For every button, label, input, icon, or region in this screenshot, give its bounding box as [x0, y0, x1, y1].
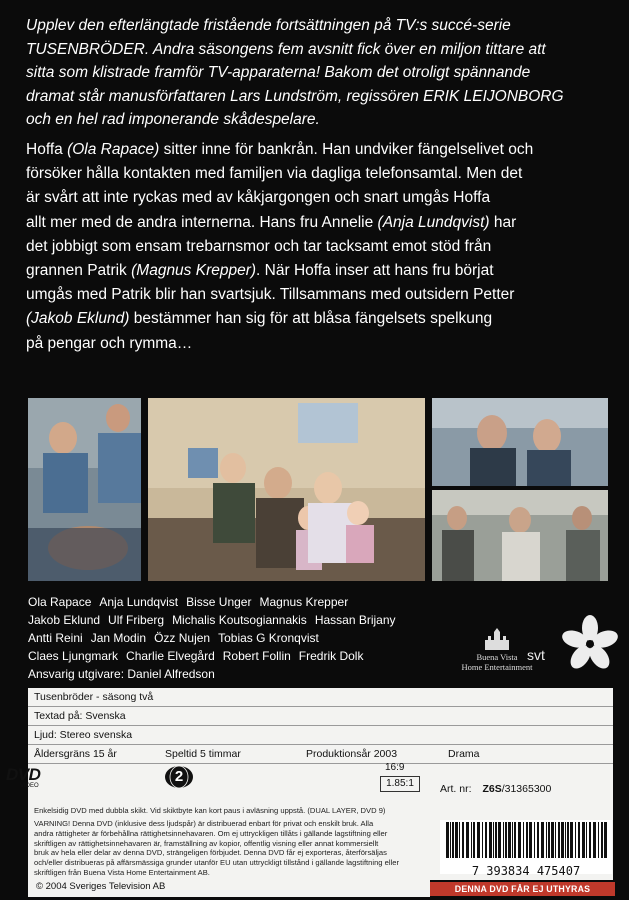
cast-row	[28, 611, 478, 629]
barcode-bar	[555, 822, 556, 858]
intro-text	[26, 14, 616, 132]
cast-name: Magnus Krepper	[259, 595, 349, 609]
audio-text: Ljud: Stereo svenska	[34, 729, 133, 741]
cast-row	[28, 647, 478, 665]
cast-name: Michalis Koutsogiannakis	[172, 613, 307, 627]
barcode	[440, 820, 612, 878]
intro-line: TUSENBRÖDER. Andra säsongens fem avsnitt fick över en miljon tittare att	[26, 40, 546, 58]
producer-credit: Ansvarig utgivare: Daniel Alfredson	[28, 667, 215, 681]
cast-name: Anja Lundqvist	[99, 595, 179, 609]
aspect-16-9: 16:9	[385, 762, 405, 773]
synopsis-line	[26, 211, 616, 235]
barcode-bar	[537, 822, 539, 858]
barcode-bar	[452, 822, 454, 858]
cast-name: Jakob Eklund	[28, 613, 101, 627]
info-row-subtitles	[28, 707, 613, 726]
barcode-bar	[586, 822, 587, 858]
genre: Drama	[448, 748, 480, 760]
barcode-bar	[508, 822, 511, 858]
actor-name: (Magnus Krepper)	[131, 262, 257, 280]
barcode-bar	[570, 822, 573, 858]
barcode-bar	[541, 822, 544, 858]
warning-line: andra rättigheter är förbehållna rättighetsinnehavaren. Om ej uttryckligen tillåts i gällande lagstiftning eller	[34, 828, 388, 838]
barcode-bar	[446, 822, 449, 858]
synopsis-line: det jobbigt som ensam trebarnsmor och tar tacksamt emot stöd från	[26, 237, 492, 255]
barcode-bar	[601, 822, 603, 858]
barcode-bar	[548, 822, 550, 858]
barcode-bar	[512, 822, 513, 858]
text-span: . När Hoffa inser att hans fru börjat	[256, 262, 494, 280]
actor-name: (Jakob Eklund)	[26, 310, 130, 328]
intro-line: och en hel rad imponerande skådespelare.	[26, 111, 320, 128]
barcode-bar	[495, 822, 497, 858]
warning-line: skriftligen från Buena Vista Home Entertainment AB.	[34, 867, 210, 877]
barcode-bar	[518, 822, 521, 858]
subtitles-text: Textad på: Svenska	[34, 710, 126, 722]
info-row-title	[28, 688, 613, 707]
cast-row	[28, 629, 478, 647]
barcode-bar	[589, 822, 591, 858]
actor-name: (Ola Rapace)	[67, 141, 160, 158]
barcode-bar	[523, 822, 524, 858]
synopsis-line: umgås med Patrik blir han svartsjuk. Tillsammans med outsidern Petter	[26, 286, 515, 304]
barcode-bar	[578, 822, 580, 858]
barcode-bar	[575, 822, 576, 858]
barcode-bar	[534, 822, 535, 858]
barcode-bar	[450, 822, 451, 858]
barcode-bar	[459, 822, 460, 858]
barcode-bar	[482, 822, 483, 858]
dvd-sub-text: VIDEO	[20, 783, 39, 789]
barcode-bar	[498, 822, 501, 858]
cast-row	[28, 593, 478, 611]
cast-name: Özz Nujen	[154, 631, 211, 645]
barcode-bars	[440, 820, 612, 860]
text-span: har	[489, 213, 517, 231]
barcode-bar	[593, 822, 596, 858]
barcode-bar	[489, 822, 492, 858]
info-row-specs	[28, 745, 613, 764]
cast-name: Tobias G Kronqvist	[218, 631, 319, 645]
cast-list	[28, 593, 478, 683]
cast-name: Robert Follin	[222, 649, 291, 663]
barcode-bar	[493, 822, 494, 858]
photo-inmates	[432, 490, 608, 581]
barcode-bar	[455, 822, 458, 858]
title-text: Tusenbröder - säsong två	[34, 691, 154, 703]
barcode-bar	[505, 822, 507, 858]
warning-line: bruk av hela eller delar av denna DVD, strängeligen förbjudet. Denna DVD får ej exporteras, återförsäljas	[34, 848, 387, 858]
synopsis-line: försöker hålla kontakten med familjen via dagliga telefonsamtal. Men det	[26, 165, 523, 183]
rental-warning: DENNA DVD FÅR EJ UTHYRAS	[430, 882, 615, 896]
photo-two-men	[432, 398, 608, 486]
barcode-bar	[598, 822, 599, 858]
text-span: sitter inne för bankrån. Han undviker fängelselivet och	[159, 141, 534, 158]
barcode-bar	[462, 822, 464, 858]
barcode-bar	[558, 822, 560, 858]
barcode-bar	[529, 822, 532, 858]
svt-wordmark: svt	[527, 647, 545, 663]
barcode-bar	[473, 822, 475, 858]
cast-name: Bisse Unger	[186, 595, 252, 609]
bv-line1: Buena Vista	[476, 652, 518, 662]
info-row-audio	[28, 726, 613, 745]
dvd-text: DVD	[6, 765, 41, 784]
aspect-ratio: 1.85:1	[380, 776, 420, 792]
barcode-bar	[582, 822, 585, 858]
art-num: /31365300	[501, 783, 552, 795]
art-code: Z6S	[482, 783, 502, 795]
warning-text	[34, 819, 434, 878]
copyright: © 2004 Sveriges Television AB	[36, 881, 166, 892]
cast-name: Hassan Brijany	[314, 613, 396, 627]
barcode-bar	[567, 822, 569, 858]
text-span: bestämmer han sig för att blåsa fängelsets spelkung	[129, 310, 493, 328]
synopsis-line	[26, 259, 616, 283]
synopsis-line	[26, 138, 616, 162]
barcode-bar	[477, 822, 480, 858]
barcode-bar	[551, 822, 554, 858]
region-number: 2	[174, 768, 184, 785]
warning-line: och/eller distribueras på affärsmässiga grunder utanför EU utan uttryckligt tillstånd i gällande lagstiftning eller	[34, 858, 399, 868]
cast-name: Jan Modin	[90, 631, 147, 645]
cast-name: Fredrik Dolk	[298, 649, 364, 663]
intro-line: sitta som klistrade framför TV-apparaterna! Bakom det otroligt spännande	[26, 64, 531, 81]
cast-name: Charlie Elvegård	[126, 649, 215, 663]
photo-family	[148, 398, 425, 581]
synopsis-line	[26, 307, 616, 331]
synopsis-line: är svårt att inte ryckas med av kåkjargongen och snart umgås Hoffa	[26, 189, 491, 207]
text-span: grannen Patrik	[26, 262, 132, 280]
intro-line: Upplev den efterlängtade fristående fortsättningen på TV:s succé-serie	[26, 17, 511, 34]
castle-icon	[482, 628, 512, 650]
synopsis-text	[26, 138, 616, 356]
cast-name: Claes Ljungmark	[28, 649, 119, 663]
barcode-bar	[503, 822, 504, 858]
region-globe-icon	[164, 765, 194, 789]
text-span: Hoffa	[26, 141, 68, 158]
warning-line: VARNING! Denna DVD (inklusive dess ljudspår) är distribuerad enbart för privat och enskilt bruk. Alla	[34, 819, 374, 828]
art-label: Art. nr:	[440, 783, 472, 795]
barcode-bar	[471, 822, 472, 858]
barcode-digits: 7 393834 475407	[471, 864, 581, 878]
barcode-bar	[604, 822, 607, 858]
barcode-bar	[561, 822, 564, 858]
disc-note: Enkelsidig DVD med dubbla skikt. Vid skiktbyte kan kort paus i avläsning uppstå. (DUAL LAYER, DVD 9)	[34, 806, 386, 815]
cast-name: Ola Rapace	[28, 595, 92, 609]
dvd-video-logo	[6, 767, 58, 791]
text-span: allt mer med de andra internerna. Hans fru Annelie	[26, 213, 378, 231]
synopsis-line: på pengar och rymma…	[26, 334, 193, 352]
actor-name: (Anja Lundqvist)	[377, 213, 490, 231]
runtime: Speltid 5 timmar	[165, 748, 241, 760]
barcode-bar	[514, 822, 516, 858]
barcode-bar	[565, 822, 566, 858]
cast-name: Antti Reini	[28, 631, 83, 645]
production-year: Produktionsår 2003	[306, 748, 398, 760]
barcode-bar	[546, 822, 547, 858]
barcode-bar	[526, 822, 528, 858]
svt-flower-icon	[560, 614, 620, 674]
barcode-bar	[466, 822, 469, 858]
photo-prison-scene	[28, 398, 141, 581]
age-rating: Åldersgräns 15 år	[34, 748, 117, 760]
barcode-bar	[485, 822, 487, 858]
bv-line2: Home Entertainment	[461, 662, 533, 672]
intro-line: dramat står manusförfattaren Lars Lundström, regissören ERIK LEIJONBORG	[26, 87, 564, 105]
warning-line: skriftligen av rättighetsinnehavaren är, framställning av kopior, offentlig visning eller annat kommersiellt	[34, 838, 379, 848]
article-number	[440, 783, 610, 795]
cast-name: Ulf Friberg	[108, 613, 165, 627]
